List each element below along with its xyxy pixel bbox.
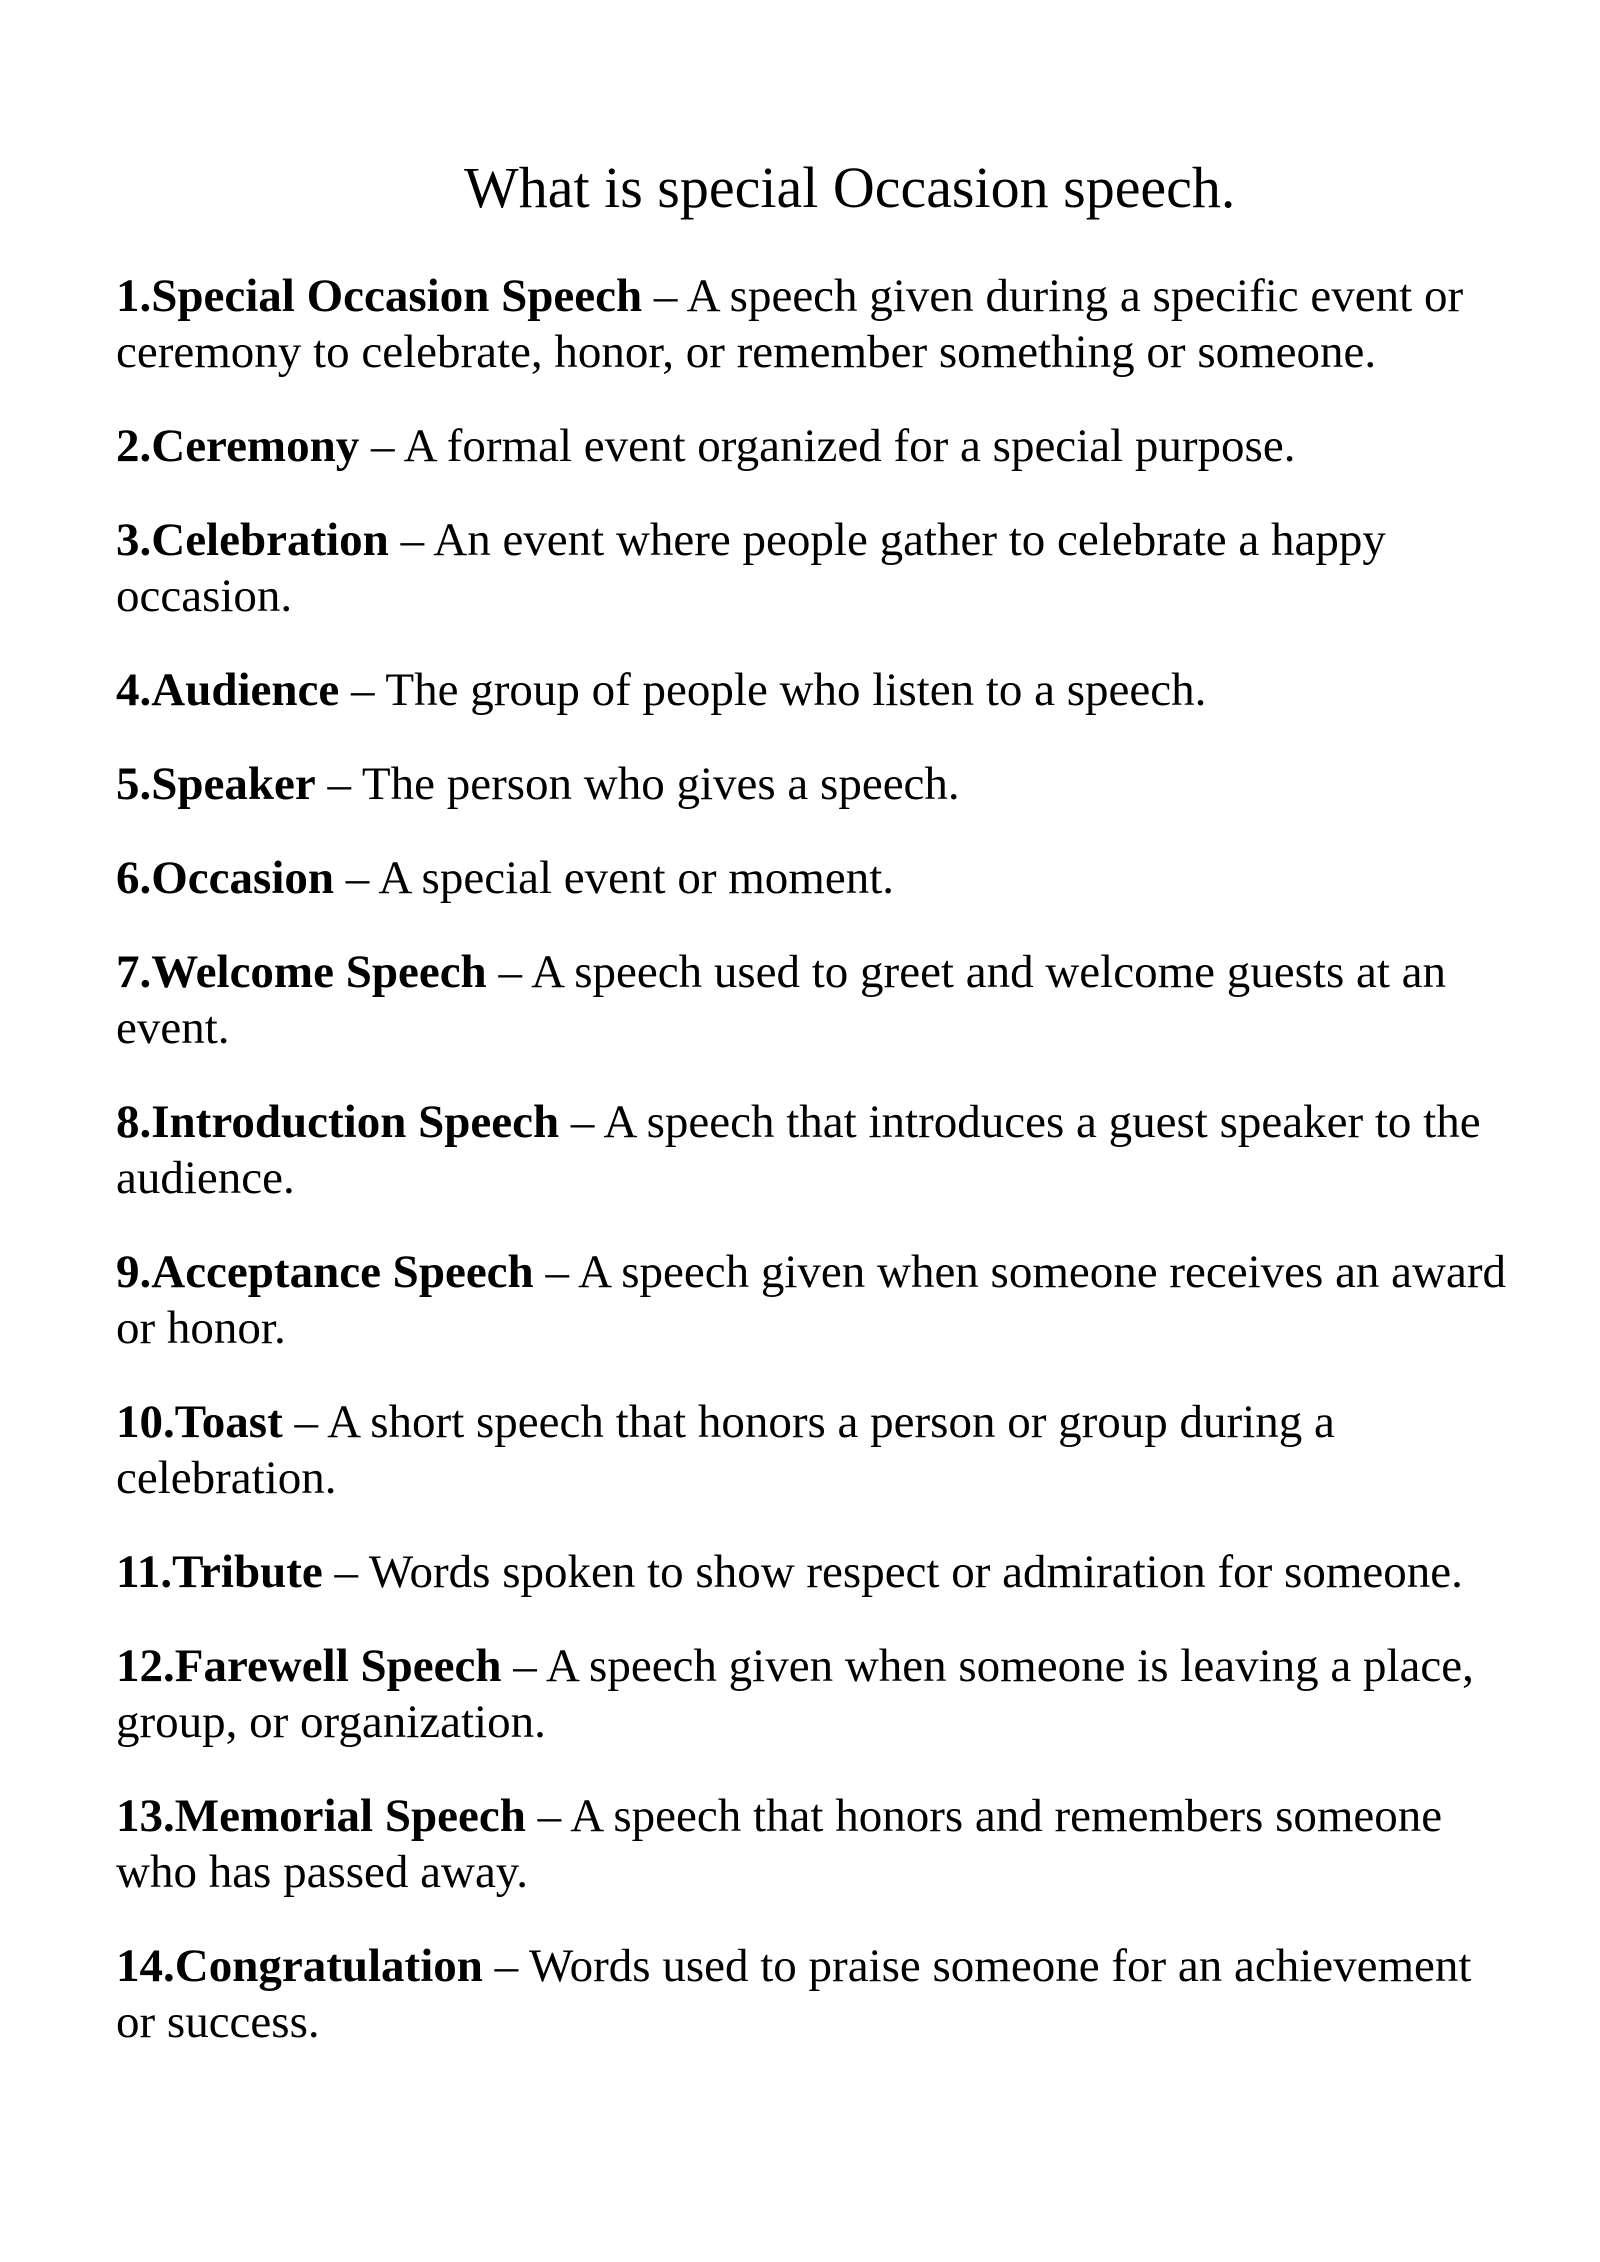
term-text: Tribute (172, 1546, 323, 1598)
glossary-entry (116, 1094, 1516, 1206)
entry-number: 13. (116, 1790, 175, 1842)
definition-text: A speech used to greet and welcome guests at an event. (116, 946, 1447, 1054)
definition-text: An event where people gather to celebrate a happy occasion. (116, 514, 1386, 622)
separator: – (525, 1790, 571, 1842)
glossary-term (116, 1940, 483, 1992)
glossary-entry (116, 756, 1516, 812)
glossary-entry (116, 1938, 1516, 2050)
entry-number: 3. (116, 514, 152, 566)
entry-number: 10. (116, 1396, 175, 1448)
term-text: Celebration (151, 514, 389, 566)
glossary-term (116, 852, 334, 904)
glossary-term (116, 1396, 283, 1448)
term-text: Introduction Speech (151, 1096, 560, 1148)
term-text: Congratulation (174, 1940, 483, 1992)
separator: – (559, 1096, 604, 1148)
glossary-term (116, 1096, 559, 1148)
separator: – (282, 1396, 328, 1448)
entry-number: 12. (116, 1640, 175, 1692)
entry-number: 2. (116, 420, 152, 472)
entry-number: 8. (116, 1096, 152, 1148)
entry-number: 7. (116, 946, 152, 998)
glossary-entry (116, 1788, 1516, 1900)
separator: – (339, 664, 386, 716)
separator: – (315, 758, 362, 810)
separator: – (388, 514, 434, 566)
glossary-term (116, 1546, 323, 1598)
glossary-list (116, 268, 1516, 2088)
definition-text: A formal event organized for a special purpose. (403, 420, 1296, 472)
term-text: Special Occasion Speech (151, 270, 643, 322)
glossary-term (116, 664, 339, 716)
definition-text: A speech given when someone receives an award or honor. (116, 1246, 1506, 1354)
definition-text: A short speech that honors a person or group during a celebration. (116, 1396, 1335, 1504)
document-title: What is special Occasion speech. (464, 155, 1236, 220)
term-text: Memorial Speech (174, 1790, 526, 1842)
separator: – (322, 1546, 369, 1598)
definition-text: A speech given during a specific event or ceremony to celebrate, honor, or remember something or someone. (116, 270, 1464, 378)
term-text: Toast (174, 1396, 283, 1448)
glossary-term (116, 1790, 526, 1842)
glossary-entry (116, 1394, 1516, 1506)
separator: – (642, 270, 687, 322)
separator: – (482, 1940, 530, 1992)
glossary-entry (116, 944, 1516, 1056)
separator: – (359, 420, 404, 472)
glossary-entry (116, 268, 1516, 380)
glossary-term (116, 420, 359, 472)
term-text: Welcome Speech (151, 946, 487, 998)
glossary-term (116, 758, 316, 810)
glossary-entry (116, 512, 1516, 624)
glossary-term (116, 1246, 534, 1298)
entry-number: 1. (116, 270, 152, 322)
entry-number: 4. (116, 664, 152, 716)
definition-text: A speech given when someone is leaving a place, group, or organization. (116, 1640, 1474, 1748)
entry-number: 14. (116, 1940, 175, 1992)
glossary-term (116, 270, 642, 322)
glossary-entry (116, 1244, 1516, 1356)
glossary-entry (116, 1544, 1516, 1600)
definition-text: A speech that honors and remembers someone who has passed away. (116, 1790, 1443, 1898)
glossary-entry (116, 418, 1516, 474)
glossary-entry (116, 1638, 1516, 1750)
definition-text: Words used to praise someone for an achievement or success. (116, 1940, 1472, 2048)
definition-text: A speech that introduces a guest speaker to the audience. (116, 1096, 1481, 1204)
separator: – (334, 852, 379, 904)
term-text: Occasion (151, 852, 335, 904)
entry-number: 5. (116, 758, 152, 810)
term-text: Farewell Speech (174, 1640, 502, 1692)
entry-number: 11. (116, 1546, 173, 1598)
definition-text: A special event or moment. (378, 852, 895, 904)
glossary-term (116, 514, 389, 566)
separator: – (486, 946, 532, 998)
entry-number: 9. (116, 1246, 152, 1298)
glossary-entry (116, 662, 1516, 718)
term-text: Audience (151, 664, 340, 716)
term-text: Acceptance Speech (151, 1246, 534, 1298)
term-text: Speaker (151, 758, 316, 810)
separator: – (501, 1640, 546, 1692)
definition-text: Words spoken to show respect or admiration for someone. (368, 1546, 1463, 1598)
glossary-term (116, 1640, 502, 1692)
definition-text: The group of people who listen to a speech. (385, 664, 1207, 716)
definition-text: The person who gives a speech. (361, 758, 960, 810)
separator: – (533, 1246, 579, 1298)
entry-number: 6. (116, 852, 152, 904)
term-text: Ceremony (151, 420, 360, 472)
glossary-term (116, 946, 487, 998)
glossary-entry (116, 850, 1516, 906)
